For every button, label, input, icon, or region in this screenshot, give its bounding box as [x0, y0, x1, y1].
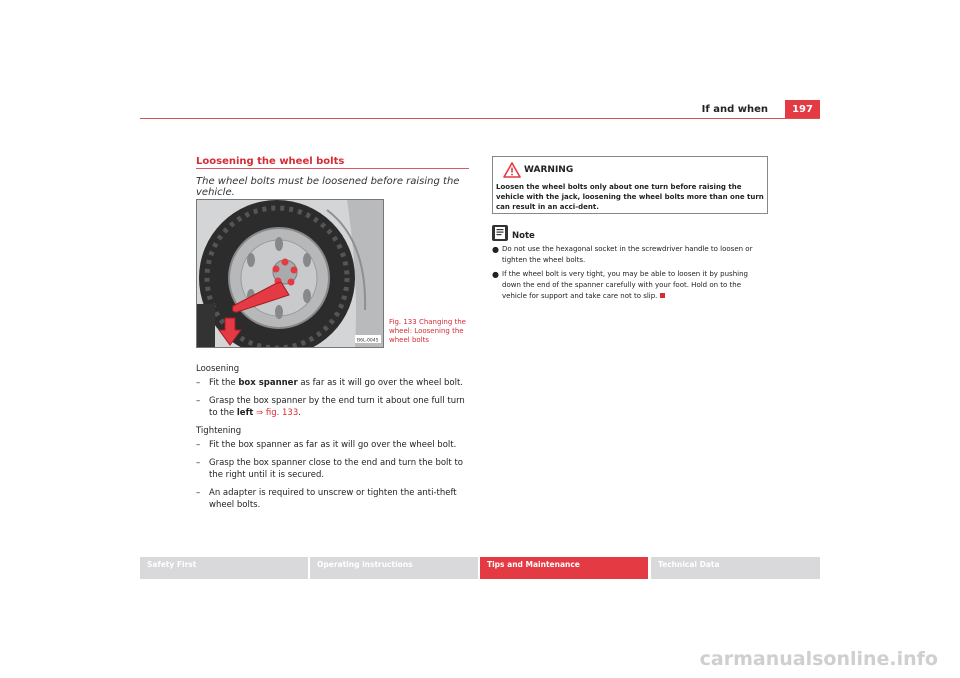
section-title: Loosening the wheel bolts — [196, 156, 345, 167]
step-text: Grasp the box spanner close to the end and turn the bolt to the right until it is secured. — [209, 458, 463, 480]
step-text: Grasp the box spanner by the end turn it about one full turn to the — [209, 396, 465, 418]
wheel-figure — [196, 199, 384, 348]
header-rule — [140, 118, 820, 119]
figure-reference-link[interactable]: ⇒ fig. 133 — [253, 408, 299, 418]
end-of-section-icon — [660, 293, 665, 298]
section-rule — [196, 168, 469, 169]
loosening-step: – Grasp the box spanner by the end turn it about one full turn to the left ⇒ fig. 133. — [196, 396, 465, 418]
wheel-illustration — [197, 200, 383, 347]
step-text: An adapter is required to unscrew or tighten the anti-theft wheel bolts. — [209, 488, 457, 510]
step-text: as far as it will go over the wheel bolt. — [297, 378, 464, 388]
warning-triangle-icon — [503, 162, 521, 178]
note-item — [492, 244, 768, 266]
step-text: . — [298, 408, 301, 418]
loosening-step: – Fit the box spanner as far as it will go over the wheel bolt. — [196, 378, 464, 388]
footer-tab-tips-and-maintenance[interactable]: Tips and Maintenance — [480, 557, 648, 579]
note-item-text: If the wheel bolt is very tight, you may be able to loosen it by pushing down the end of the spanner carefully with your foot. Hold on to the vehicle for support and take care not to slip. — [502, 270, 748, 300]
step-bold-term: left — [236, 408, 254, 418]
page-number: 197 — [785, 100, 820, 118]
step-bold-term: box spanner — [238, 378, 298, 388]
tightening-step: – Fit the box spanner as far as it will go over the wheel bolt. — [196, 439, 472, 451]
warning-title: WARNING — [524, 165, 574, 175]
footer-tab-safety-first[interactable]: Safety First — [140, 557, 308, 579]
loosening-heading: Loosening — [196, 364, 240, 374]
warning-box — [492, 156, 768, 214]
note-title: Note — [512, 231, 535, 241]
figure-code: B6L-0045 — [357, 338, 379, 344]
step-text: Fit the — [209, 378, 239, 388]
section-subtitle: The wheel bolts must be loosened before raising the vehicle. — [196, 176, 460, 198]
header-title: If and when — [701, 104, 768, 115]
footer-tab-technical-data[interactable]: Technical Data — [651, 557, 820, 579]
instructions — [196, 363, 472, 517]
note-section — [492, 225, 768, 302]
tightening-step: – Grasp the box spanner close to the end and turn the bolt to the right until it is secured. — [196, 457, 472, 481]
note-item-text: Do not use the hexagonal socket in the screwdriver handle to loosen or tighten the wheel bolts. — [502, 245, 753, 264]
step-text: Fit the box spanner as far as it will go over the wheel bolt. — [209, 440, 457, 450]
note-item — [492, 269, 768, 302]
watermark: carmanualsonline.info — [699, 648, 938, 670]
warning-text: Loosen the wheel bolts only about one turn before raising the vehicle with the jack, loosening the wheel bolts more than one turn can result in an acci-dent. — [496, 183, 764, 211]
bullet-icon: ● — [492, 270, 499, 279]
tightening-heading: Tightening — [196, 426, 242, 436]
footer-tab-operating-instructions[interactable]: Operating instructions — [310, 557, 478, 579]
tightening-step: – An adapter is required to unscrew or tighten the anti-theft wheel bolts. — [196, 487, 472, 511]
bullet-icon: ● — [492, 245, 499, 254]
figure-caption: Fig. 133 Changing the wheel: Loosening the wheel bolts — [389, 318, 466, 344]
note-icon — [492, 225, 508, 241]
